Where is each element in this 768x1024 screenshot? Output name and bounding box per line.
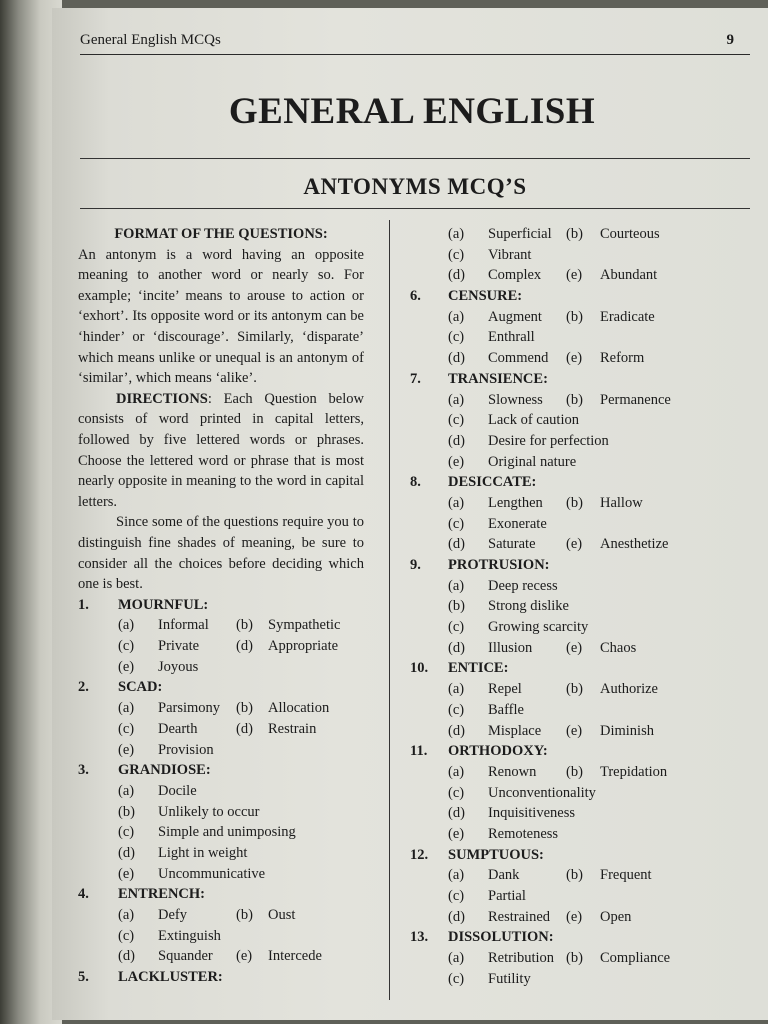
option-text: Lack of caution [488,412,579,429]
option-text: Dearth [158,720,198,737]
option-row [410,265,750,286]
option-text: Light in weight [158,844,248,861]
option-text: Dank [488,867,520,884]
option-row [78,781,364,802]
question-heading [410,369,750,390]
option-letter: (d) [448,639,465,656]
option-text: Diminish [600,722,654,739]
question-heading [410,658,750,679]
question-word: TRANSIENCE: [448,370,548,387]
question-number: 12. [410,846,429,863]
option-row [410,576,750,597]
option-letter: (e) [118,741,135,758]
option-text: Restrained [488,908,551,925]
option-row [410,679,750,700]
option-letter: (c) [448,888,465,904]
option-letter: (d) [118,844,135,861]
option-row [410,886,750,907]
option-row [78,802,364,823]
option-letter: (e) [236,948,253,965]
option-text: Open [600,908,632,925]
option-row [410,762,750,783]
option-text: Trepidation [600,763,668,780]
option-letter: (b) [566,763,583,780]
option-row [410,410,750,431]
question-heading [78,884,364,905]
option-text: Parsimony [158,700,221,717]
option-text: Compliance [600,950,671,967]
option-row [410,493,750,514]
note-text: Since some of the questions require you to distinguish fine shades of meaning, be sure to consider all the choices before deciding which one is best. [78,514,364,593]
option-row [410,224,750,245]
option-row [410,700,750,721]
option-row [78,843,364,864]
option-row [410,327,750,348]
option-row [410,514,750,535]
option-letter: (a) [448,950,465,967]
option-row [410,348,750,369]
option-row [78,926,364,947]
option-letter: (d) [448,536,465,553]
option-letter: (c) [448,970,465,987]
question-word: ENTICE: [448,660,509,677]
option-letter: (b) [448,598,465,615]
option-letter: (d) [448,432,465,449]
option-letter: (c) [448,784,465,801]
option-letter: (b) [566,226,583,242]
questions-left [78,595,364,988]
option-text: Docile [158,782,197,799]
question-number: 8. [410,474,421,491]
option-text: Slowness [488,391,543,408]
option-letter: (e) [118,865,135,882]
option-letter: (d) [448,267,465,284]
question-word: SUMPTUOUS: [448,846,544,863]
title-rule-bottom [80,208,750,209]
option-text: Unconventionality [488,784,596,801]
option-text: Desire for perfection [488,432,609,449]
option-text: Uncommunicative [158,865,266,882]
option-letter: (c) [448,619,465,636]
question-heading [410,741,750,762]
question-number: 13. [410,929,429,946]
option-letter: (c) [118,638,135,655]
question-heading [78,677,364,698]
option-letter: (d) [448,350,465,367]
page-number: 9 [726,32,734,48]
option-row [410,596,750,617]
left-column [78,224,364,988]
option-text: Deep recess [488,577,558,594]
format-heading: FORMAT OF THE QUESTIONS: [114,226,328,242]
option-row [78,740,364,761]
option-letter: (a) [448,226,465,242]
option-row [410,907,750,928]
option-row [410,865,750,886]
option-letter: (a) [118,907,135,923]
section-subtitle: ANTONYMS MCQ’S [303,174,527,199]
option-letter: (a) [118,700,135,717]
question-word: ORTHODOXY: [448,743,548,760]
option-letter: (a) [118,617,135,634]
option-text: Sympathetic [268,617,341,634]
option-letter: (a) [448,308,465,325]
question-heading [410,472,750,493]
option-row [410,638,750,659]
option-row [410,721,750,742]
option-text: Complex [488,267,542,284]
note-paragraph [78,512,364,594]
option-letter: (c) [448,701,465,718]
option-row [410,431,750,452]
option-text: Permanence [600,391,671,408]
option-row [410,969,750,990]
running-header [80,30,750,55]
question-heading [410,927,750,948]
question-heading [410,845,750,866]
option-text: Augment [488,308,542,325]
option-text: Hallow [600,494,643,511]
option-text: Futility [488,970,531,987]
option-text: Informal [158,617,209,634]
option-letter: (c) [118,720,135,737]
option-text: Misplace [488,722,542,739]
option-letter: (e) [448,825,465,842]
question-number: 9. [410,557,421,573]
option-letter: (b) [566,494,583,511]
option-text: Private [158,638,200,655]
option-letter: (b) [236,700,253,717]
option-letter: (e) [118,658,135,675]
question-heading [78,595,364,616]
question-heading [410,286,750,307]
option-text: Courteous [600,226,660,242]
question-heading [410,555,750,576]
option-row [410,783,750,804]
option-row [410,307,750,328]
option-letter: (c) [118,927,135,944]
option-letter: (d) [236,638,253,655]
question-number: 4. [78,886,89,903]
option-row [410,617,750,638]
right-column [410,224,750,989]
question-number: 5. [78,969,89,986]
option-row [78,657,364,678]
option-letter: (a) [448,867,465,884]
question-word: PROTRUSION: [448,557,550,573]
option-letter: (c) [118,824,135,841]
option-text: Defy [158,907,187,923]
option-letter: (b) [566,681,583,698]
question-number: 6. [410,288,421,305]
question-number: 11. [410,743,428,760]
option-letter: (a) [448,494,465,511]
option-text: Superficial [488,226,552,242]
question-word: DISSOLUTION: [448,929,554,946]
option-letter: (a) [448,681,465,698]
option-letter: (b) [566,308,583,325]
question-word: ENTRENCH: [118,886,206,903]
option-text: Anesthetize [600,536,669,553]
option-text: Abundant [600,267,658,284]
option-text: Intercede [268,948,322,965]
option-row [78,636,364,657]
option-text: Oust [268,907,296,923]
option-letter: (b) [236,617,253,634]
question-heading [78,760,364,781]
option-row [410,803,750,824]
option-row [78,822,364,843]
option-letter: (d) [118,948,135,965]
option-text: Unlikely to occur [158,803,260,820]
option-letter: (b) [236,907,253,923]
option-letter: (a) [448,391,465,408]
option-row [410,824,750,845]
option-row [410,390,750,411]
option-text: Appropriate [268,638,339,655]
option-letter: (e) [566,639,583,656]
option-text: Saturate [488,536,536,553]
option-letter: (b) [566,950,583,967]
question-number: 7. [410,370,421,387]
option-text: Illusion [488,639,533,656]
question-heading [78,967,364,988]
question-number: 1. [78,596,89,613]
option-text: Remoteness [488,825,559,842]
option-row [410,948,750,969]
option-text: Exonerate [488,515,547,532]
question-word: SCAD: [118,679,163,696]
directions-label: DIRECTIONS [116,390,208,407]
option-letter: (e) [566,722,583,739]
question-word: LACKLUSTER: [118,969,223,986]
option-text: Lengthen [488,494,543,511]
option-letter: (e) [566,350,583,367]
option-text: Frequent [600,867,652,884]
question-word: CENSURE: [448,288,523,305]
option-text: Provision [158,741,214,758]
question-number: 3. [78,762,89,779]
option-row [410,452,750,473]
option-letter: (a) [118,782,135,799]
option-text: Restrain [268,720,317,737]
option-row [78,905,364,926]
question-word: DESICCATE: [448,474,537,491]
option-letter: (e) [448,453,465,470]
option-text: Allocation [268,700,330,717]
option-text: Commend [488,350,549,367]
option-text: Strong dislike [488,598,569,615]
option-text: Reform [600,350,645,367]
question-number: 2. [78,679,89,696]
option-letter: (e) [566,908,583,925]
option-letter: (c) [448,329,465,346]
option-letter: (c) [448,246,465,263]
option-text: Vibrant [488,246,532,263]
option-text: Retribution [488,950,555,967]
option-row [410,534,750,555]
option-text: Renown [488,763,537,780]
option-text: Growing scarcity [488,619,589,636]
format-text: An antonym is a word having an opposite meaning to another word or nearly so. For example; ‘incite’ means to arouse to action or ‘exhort’. Its opposite word or its antonym can be ‘hinder’ or ‘discourage’. Similarly, ‘disparate’ which means unlike or unequal is an antonym of ‘similar’, which means ‘alike’. [78,246,364,387]
option-text: Original nature [488,453,577,470]
option-text: Eradicate [600,308,655,325]
directions-text: : Each Question below consists of word printed in capital letters, followed by five lettered words or phrases. Choose the lettered word or phrase that is most nearly opposite in meaning to the word in capital letters. [78,390,364,510]
option-row [410,245,750,266]
option-text: Inquisitiveness [488,805,575,822]
option-text: Extinguish [158,927,221,944]
question-word: GRANDIOSE: [118,762,211,779]
option-row [78,946,364,967]
option-row [78,698,364,719]
option-text: Chaos [600,639,637,656]
option-row [78,719,364,740]
title-rule-top [80,158,750,159]
question-number: 10. [410,660,429,677]
option-letter: (a) [448,577,465,594]
option-letter: (e) [566,536,583,553]
option-letter: (c) [448,515,465,532]
option-row [78,615,364,636]
option-text: Authorize [600,681,658,698]
option-letter: (d) [236,720,253,737]
option-letter: (b) [566,391,583,408]
page-title: GENERAL ENGLISH [228,91,596,132]
option-text: Baffle [488,701,524,718]
option-text: Simple and unimposing [158,824,296,841]
option-letter: (d) [448,805,465,822]
running-title: General English MCQs [80,32,221,48]
option-letter: (b) [566,867,583,884]
option-text: Partial [488,888,526,904]
book-page [52,8,768,1020]
directions-paragraph [78,389,364,513]
option-letter: (a) [448,763,465,780]
option-letter: (e) [566,267,583,284]
questions-right [410,224,750,989]
option-text: Squander [158,948,213,965]
option-text: Joyous [158,658,199,675]
option-text: Enthrall [488,329,535,346]
option-letter: (b) [118,803,135,820]
option-letter: (d) [448,908,465,925]
option-letter: (d) [448,722,465,739]
option-letter: (c) [448,412,465,429]
option-row [78,864,364,885]
option-text: Repel [488,681,522,698]
column-divider [389,220,390,1000]
question-word: MOURNFUL: [118,596,209,613]
